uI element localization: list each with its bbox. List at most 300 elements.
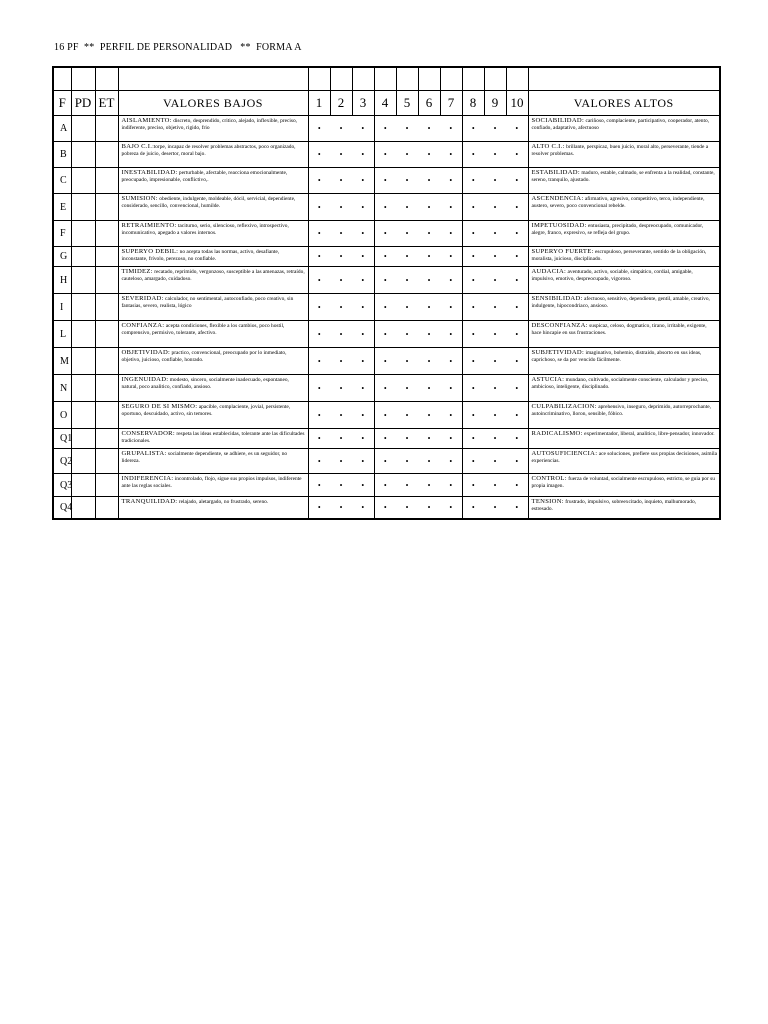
scale-dot-8[interactable]: • — [462, 247, 484, 267]
scale-dot-4[interactable]: • — [374, 449, 396, 474]
scale-dot-7[interactable]: • — [440, 221, 462, 247]
scale-dot-9[interactable]: • — [484, 168, 506, 194]
low-value-description — [118, 267, 308, 294]
scale-dot-7[interactable]: • — [440, 168, 462, 194]
et-cell[interactable] — [95, 321, 118, 348]
high-trait-name: CONTROL: — [531, 475, 567, 482]
scale-dot-6[interactable]: • — [418, 194, 440, 221]
high-value-description — [528, 168, 720, 194]
scale-dot-10[interactable]: • — [506, 449, 528, 474]
scale-dot-5[interactable]: • — [396, 168, 418, 194]
factor-row — [53, 429, 720, 449]
factor-row — [53, 116, 720, 142]
scale-dot-10[interactable]: • — [506, 375, 528, 402]
pd-cell[interactable] — [71, 474, 95, 497]
high-trait-name: SOCIABILIDAD: — [531, 117, 585, 124]
high-trait-name: AUDACIA: — [531, 268, 567, 275]
scale-dot-9[interactable]: • — [484, 267, 506, 294]
scale-dot-7[interactable]: • — [440, 294, 462, 321]
scale-dot-4[interactable]: • — [374, 267, 396, 294]
scale-dot-7[interactable]: • — [440, 348, 462, 375]
scale-dot-4[interactable]: • — [374, 142, 396, 168]
et-cell[interactable] — [95, 247, 118, 267]
scale-dot-10[interactable]: • — [506, 474, 528, 497]
low-trait-text: obediente, indulgente, moldeable, dócil, servicial, dependiente, considerado, sencillo, convencional, humilde. — [121, 196, 296, 209]
high-value-description — [528, 497, 720, 519]
scale-dot-6[interactable]: • — [418, 267, 440, 294]
scale-dot-1[interactable]: • — [308, 142, 330, 168]
factor-row — [53, 247, 720, 267]
factor-label: E — [53, 194, 71, 221]
scale-dot-5[interactable]: • — [396, 321, 418, 348]
scale-dot-2[interactable]: • — [330, 267, 352, 294]
scale-dot-4[interactable]: • — [374, 429, 396, 449]
low-value-description — [118, 402, 308, 429]
scale-dot-6[interactable]: • — [418, 142, 440, 168]
scale-dot-4[interactable]: • — [374, 247, 396, 267]
scale-dot-6[interactable]: • — [418, 116, 440, 142]
scale-dot-5[interactable]: • — [396, 221, 418, 247]
et-cell[interactable] — [95, 116, 118, 142]
scale-dot-6[interactable]: • — [418, 449, 440, 474]
high-trait-text: suspicaz, celoso, dogmatico, tirano, irritable, exigente, hace hincapie en sus frustraciones. — [531, 323, 707, 336]
header-factor: F — [53, 91, 71, 116]
factor-label: L — [53, 321, 71, 348]
low-value-description — [118, 348, 308, 375]
scale-dot-10[interactable]: • — [506, 116, 528, 142]
scale-dot-2[interactable]: • — [330, 194, 352, 221]
scale-dot-4[interactable]: • — [374, 294, 396, 321]
scale-dot-8[interactable]: • — [462, 429, 484, 449]
header-high-values: VALORES ALTOS — [528, 91, 720, 116]
scale-dot-5[interactable]: • — [396, 247, 418, 267]
scale-header-10: 10 — [506, 91, 528, 116]
pd-cell[interactable] — [71, 221, 95, 247]
et-cell[interactable] — [95, 142, 118, 168]
low-trait-text: recatado, reprimido, vergonzoso, susceptible a las amenazas, retraído, cauteloso, amargado, cuidadoso. — [121, 269, 305, 282]
scale-dot-7[interactable]: • — [440, 116, 462, 142]
scale-dot-7[interactable]: • — [440, 321, 462, 348]
scale-dot-9[interactable]: • — [484, 116, 506, 142]
scale-dot-8[interactable]: • — [462, 449, 484, 474]
factor-row — [53, 449, 720, 474]
scale-dot-10[interactable]: • — [506, 267, 528, 294]
scale-dot-9[interactable]: • — [484, 294, 506, 321]
profile-rows — [53, 116, 720, 519]
scale-dot-1[interactable]: • — [308, 429, 330, 449]
scale-dot-1[interactable]: • — [308, 474, 330, 497]
low-trait-name: TIMIDEZ: — [121, 268, 153, 275]
document-title: 16 PF ** PERFIL DE PERSONALIDAD ** FORMA A — [54, 42, 302, 53]
blank-top-row — [53, 67, 720, 91]
scale-dot-5[interactable]: • — [396, 474, 418, 497]
high-trait-text: mundano, cultivado, socialmente consciente, calculador y preciso, ambicioso, inteligente, disciplinado. — [531, 377, 709, 390]
high-trait-name: ALTO C.I.: — [531, 143, 565, 150]
high-trait-text: frustrado, impulsivo, sobreexcitado, inquieto, malhumorado, estresado. — [531, 499, 696, 512]
low-value-description — [118, 247, 308, 267]
scale-dot-1[interactable]: • — [308, 321, 330, 348]
scale-dot-7[interactable]: • — [440, 429, 462, 449]
factor-label: N — [53, 375, 71, 402]
high-trait-text: afectuoso, sensitivo, dependiente, gentil, amable, creativo, indulgente, hipocondriaco, ansioso. — [531, 296, 710, 309]
scale-dot-1[interactable]: • — [308, 348, 330, 375]
scale-dot-10[interactable]: • — [506, 429, 528, 449]
scale-dot-6[interactable]: • — [418, 168, 440, 194]
pd-cell[interactable] — [71, 142, 95, 168]
low-value-description — [118, 168, 308, 194]
low-value-description — [118, 194, 308, 221]
scale-dot-1[interactable]: • — [308, 294, 330, 321]
factor-row — [53, 321, 720, 348]
low-value-description — [118, 375, 308, 402]
scale-dot-8[interactable]: • — [462, 402, 484, 429]
high-value-description — [528, 321, 720, 348]
high-value-description — [528, 348, 720, 375]
scale-dot-2[interactable]: • — [330, 497, 352, 519]
scale-dot-6[interactable]: • — [418, 321, 440, 348]
high-trait-name: DESCONFIANZA: — [531, 322, 588, 329]
scale-dot-8[interactable]: • — [462, 497, 484, 519]
low-trait-name: RETRAIMIENTO: — [121, 222, 177, 229]
high-value-description — [528, 116, 720, 142]
pd-cell[interactable] — [71, 194, 95, 221]
scale-dot-7[interactable]: • — [440, 497, 462, 519]
scale-dot-2[interactable]: • — [330, 116, 352, 142]
low-trait-name: GRUPALISTA: — [121, 450, 167, 457]
scale-dot-7[interactable]: • — [440, 247, 462, 267]
scale-dot-5[interactable]: • — [396, 449, 418, 474]
scale-dot-8[interactable]: • — [462, 221, 484, 247]
factor-label: H — [53, 267, 71, 294]
header-low-values: VALORES BAJOS — [118, 91, 308, 116]
scale-header-6: 6 — [418, 91, 440, 116]
header-row — [53, 91, 720, 116]
low-trait-text: respeta las ideas establecidas, tolerante ante las dificultades tradicionales. — [121, 431, 305, 444]
scale-dot-2[interactable]: • — [330, 449, 352, 474]
scale-dot-3[interactable]: • — [352, 321, 374, 348]
scale-dot-4[interactable]: • — [374, 116, 396, 142]
high-value-description — [528, 429, 720, 449]
scale-dot-3[interactable]: • — [352, 247, 374, 267]
scale-dot-3[interactable]: • — [352, 497, 374, 519]
pd-cell[interactable] — [71, 402, 95, 429]
scale-dot-4[interactable]: • — [374, 321, 396, 348]
scale-header-8: 8 — [462, 91, 484, 116]
low-trait-text: :torpe, incapaz de resolver problemas abstractos, poco organizado, pobreza de juicio, desertor, moral bajo. — [121, 144, 296, 157]
scale-dot-8[interactable]: • — [462, 474, 484, 497]
low-trait-name: CONFIANZA: — [121, 322, 165, 329]
scale-dot-6[interactable]: • — [418, 221, 440, 247]
pd-cell[interactable] — [71, 116, 95, 142]
pd-cell[interactable] — [71, 348, 95, 375]
scale-dot-8[interactable]: • — [462, 267, 484, 294]
scale-dot-5[interactable]: • — [396, 402, 418, 429]
scale-dot-1[interactable]: • — [308, 168, 330, 194]
scale-dot-8[interactable]: • — [462, 142, 484, 168]
pd-cell[interactable] — [71, 497, 95, 519]
factor-label: G — [53, 247, 71, 267]
high-trait-name: ESTABILIDAD: — [531, 169, 580, 176]
factor-row — [53, 348, 720, 375]
pd-cell[interactable] — [71, 267, 95, 294]
factor-row — [53, 474, 720, 497]
et-cell[interactable] — [95, 497, 118, 519]
high-trait-text: aprehensivo, inseguro, deprimido, autorreprochante, autoincriminativo, lloron, sensible, fóbico. — [531, 404, 711, 417]
scale-dot-10[interactable]: • — [506, 247, 528, 267]
scale-dot-6[interactable]: • — [418, 497, 440, 519]
scale-dot-8[interactable]: • — [462, 168, 484, 194]
scale-dot-1[interactable]: • — [308, 116, 330, 142]
scale-dot-6[interactable]: • — [418, 348, 440, 375]
factor-label: F — [53, 221, 71, 247]
low-trait-text: modesto, sincero, socialmente inadecuado, espontaneo, natural, poco analitico, confiado, ansioso. — [121, 377, 289, 390]
scale-dot-10[interactable]: • — [506, 221, 528, 247]
et-cell[interactable] — [95, 194, 118, 221]
scale-dot-5[interactable]: • — [396, 194, 418, 221]
scale-dot-7[interactable]: • — [440, 375, 462, 402]
high-trait-text: maduro, estable, calmado, se enfrenta a la realidad, constante, sereno, tranquilo, ajustado. — [531, 170, 715, 183]
high-trait-name: AUTOSUFICIENCIA: — [531, 450, 598, 457]
scale-dot-8[interactable]: • — [462, 348, 484, 375]
factor-row — [53, 194, 720, 221]
et-cell[interactable] — [95, 402, 118, 429]
low-trait-text: relajado, aletargado, no frustrado, sereno. — [177, 499, 269, 505]
pd-cell[interactable] — [71, 449, 95, 474]
scale-dot-6[interactable]: • — [418, 247, 440, 267]
scale-dot-5[interactable]: • — [396, 375, 418, 402]
scale-dot-6[interactable]: • — [418, 294, 440, 321]
scale-dot-2[interactable]: • — [330, 321, 352, 348]
scale-dot-7[interactable]: • — [440, 402, 462, 429]
low-trait-name: INESTABILIDAD: — [121, 169, 178, 176]
pd-cell[interactable] — [71, 168, 95, 194]
scale-dot-10[interactable]: • — [506, 194, 528, 221]
scale-dot-3[interactable]: • — [352, 194, 374, 221]
scale-dot-9[interactable]: • — [484, 402, 506, 429]
et-cell[interactable] — [95, 449, 118, 474]
high-trait-name: TENSION: — [531, 498, 564, 505]
scale-dot-8[interactable]: • — [462, 321, 484, 348]
scale-dot-7[interactable]: • — [440, 267, 462, 294]
factor-row — [53, 142, 720, 168]
scale-dot-10[interactable]: • — [506, 142, 528, 168]
scale-dot-7[interactable]: • — [440, 474, 462, 497]
high-trait-name: RADICALISMO: — [531, 430, 583, 437]
scale-dot-6[interactable]: • — [418, 474, 440, 497]
scale-dot-9[interactable]: • — [484, 429, 506, 449]
scale-header-9: 9 — [484, 91, 506, 116]
et-cell[interactable] — [95, 168, 118, 194]
scale-dot-3[interactable]: • — [352, 474, 374, 497]
scale-dot-1[interactable]: • — [308, 267, 330, 294]
scale-dot-1[interactable]: • — [308, 497, 330, 519]
scale-dot-2[interactable]: • — [330, 429, 352, 449]
scale-dot-3[interactable]: • — [352, 402, 374, 429]
et-cell[interactable] — [95, 474, 118, 497]
scale-dot-3[interactable]: • — [352, 294, 374, 321]
scale-dot-5[interactable]: • — [396, 142, 418, 168]
scale-dot-7[interactable]: • — [440, 142, 462, 168]
pd-cell[interactable] — [71, 294, 95, 321]
scale-dot-1[interactable]: • — [308, 194, 330, 221]
high-trait-name: IMPETUOSIDAD: — [531, 222, 587, 229]
low-value-description — [118, 474, 308, 497]
pd-cell[interactable] — [71, 247, 95, 267]
scale-dot-3[interactable]: • — [352, 375, 374, 402]
high-trait-text: escrupuloso, perseverante, sentido de la obligación, moralista, juicioso, disciplinado. — [531, 249, 707, 262]
scale-dot-3[interactable]: • — [352, 116, 374, 142]
low-value-description — [118, 321, 308, 348]
scale-dot-5[interactable]: • — [396, 429, 418, 449]
scale-dot-10[interactable]: • — [506, 497, 528, 519]
scale-dot-5[interactable]: • — [396, 294, 418, 321]
low-trait-name: INDIFERENCIA: — [121, 475, 174, 482]
scale-dot-3[interactable]: • — [352, 429, 374, 449]
et-cell[interactable] — [95, 348, 118, 375]
high-trait-text: cariñoso, complaciente, participativo, cooperador, atento, confiado, adaptativo, afectuoso — [531, 118, 710, 131]
scale-dot-3[interactable]: • — [352, 348, 374, 375]
scale-dot-10[interactable]: • — [506, 348, 528, 375]
scale-dot-9[interactable]: • — [484, 497, 506, 519]
scale-dot-6[interactable]: • — [418, 429, 440, 449]
scale-dot-1[interactable]: • — [308, 221, 330, 247]
scale-dot-4[interactable]: • — [374, 402, 396, 429]
high-trait-text: brillante, perspicaz, buen juicio, moral alto, perseverante, tiende a resolver problemas. — [531, 144, 709, 157]
high-trait-name: SUPERYO FUERTE: — [531, 248, 594, 255]
high-value-description — [528, 375, 720, 402]
scale-dot-4[interactable]: • — [374, 375, 396, 402]
scale-dot-9[interactable]: • — [484, 221, 506, 247]
low-value-description — [118, 116, 308, 142]
scale-dot-9[interactable]: • — [484, 142, 506, 168]
factor-label: Q2 — [53, 449, 71, 474]
scale-dot-4[interactable]: • — [374, 194, 396, 221]
scale-dot-5[interactable]: • — [396, 348, 418, 375]
et-cell[interactable] — [95, 267, 118, 294]
factor-label: C — [53, 168, 71, 194]
scale-dot-5[interactable]: • — [396, 267, 418, 294]
scale-dot-8[interactable]: • — [462, 194, 484, 221]
scale-dot-5[interactable]: • — [396, 116, 418, 142]
pd-cell[interactable] — [71, 321, 95, 348]
scale-dot-9[interactable]: • — [484, 474, 506, 497]
low-value-description — [118, 142, 308, 168]
high-value-description — [528, 247, 720, 267]
scale-dot-2[interactable]: • — [330, 294, 352, 321]
scale-dot-9[interactable]: • — [484, 194, 506, 221]
scale-dot-2[interactable]: • — [330, 402, 352, 429]
high-trait-text: afirmativo, agresivo, competitivo, terco, independiente, austero, severo, poco convencional rebelde. — [531, 196, 705, 209]
scale-dot-3[interactable]: • — [352, 267, 374, 294]
scale-dot-2[interactable]: • — [330, 142, 352, 168]
factor-row — [53, 497, 720, 519]
scale-dot-2[interactable]: • — [330, 168, 352, 194]
high-value-description — [528, 294, 720, 321]
scale-dot-7[interactable]: • — [440, 449, 462, 474]
scale-dot-10[interactable]: • — [506, 168, 528, 194]
scale-dot-6[interactable]: • — [418, 402, 440, 429]
personality-profile-table — [52, 66, 721, 520]
factor-label: I — [53, 294, 71, 321]
scale-header-7: 7 — [440, 91, 462, 116]
factor-row — [53, 267, 720, 294]
et-cell[interactable] — [95, 294, 118, 321]
low-value-description — [118, 497, 308, 519]
factor-label: Q1 — [53, 429, 71, 449]
scale-dot-1[interactable]: • — [308, 449, 330, 474]
high-trait-text: experimentador, liberal, analitico, libre-pensador, innovador. — [582, 431, 715, 437]
factor-label: Q3 — [53, 474, 71, 497]
low-trait-text: discreto, desprendido, critico, alejado, inflexible, preciso, indiferente, preciso, objetivo, rigido, frio — [121, 118, 298, 131]
factor-label: B — [53, 142, 71, 168]
pd-cell[interactable] — [71, 429, 95, 449]
scale-dot-9[interactable]: • — [484, 247, 506, 267]
low-trait-name: CONSERVADOR: — [121, 430, 176, 437]
scale-dot-1[interactable]: • — [308, 247, 330, 267]
factor-row — [53, 375, 720, 402]
scale-dot-3[interactable]: • — [352, 449, 374, 474]
scale-dot-2[interactable]: • — [330, 474, 352, 497]
scale-header-2: 2 — [330, 91, 352, 116]
scale-dot-5[interactable]: • — [396, 497, 418, 519]
scale-header-4: 4 — [374, 91, 396, 116]
low-trait-name: SEGURO DE SI MISMO: — [121, 403, 198, 410]
scale-dot-6[interactable]: • — [418, 375, 440, 402]
et-cell[interactable] — [95, 221, 118, 247]
scale-dot-10[interactable]: • — [506, 321, 528, 348]
high-value-description — [528, 402, 720, 429]
low-value-description — [118, 449, 308, 474]
high-trait-text: ace soluciones, prefiere sus propias decisiones, asimila experiencias. — [531, 451, 717, 464]
et-cell[interactable] — [95, 429, 118, 449]
scale-dot-10[interactable]: • — [506, 402, 528, 429]
high-value-description — [528, 449, 720, 474]
scale-dot-4[interactable]: • — [374, 221, 396, 247]
et-cell[interactable] — [95, 375, 118, 402]
scale-dot-7[interactable]: • — [440, 194, 462, 221]
scale-dot-2[interactable]: • — [330, 247, 352, 267]
scale-dot-1[interactable]: • — [308, 402, 330, 429]
scale-dot-8[interactable]: • — [462, 375, 484, 402]
scale-dot-9[interactable]: • — [484, 348, 506, 375]
scale-dot-9[interactable]: • — [484, 449, 506, 474]
scale-dot-2[interactable]: • — [330, 221, 352, 247]
scale-dot-9[interactable]: • — [484, 321, 506, 348]
scale-dot-4[interactable]: • — [374, 168, 396, 194]
scale-dot-3[interactable]: • — [352, 142, 374, 168]
scale-dot-3[interactable]: • — [352, 168, 374, 194]
scale-header-1: 1 — [308, 91, 330, 116]
scale-dot-8[interactable]: • — [462, 294, 484, 321]
low-trait-name: SUMISION: — [121, 195, 158, 202]
scale-dot-9[interactable]: • — [484, 375, 506, 402]
scale-dot-4[interactable]: • — [374, 474, 396, 497]
low-trait-text: calculador, no sentimental, autoconfiado, poco creativo, sin fantasias, severo, realista, lógico — [121, 296, 294, 309]
pd-cell[interactable] — [71, 375, 95, 402]
scale-dot-3[interactable]: • — [352, 221, 374, 247]
scale-dot-1[interactable]: • — [308, 375, 330, 402]
factor-label: A — [53, 116, 71, 142]
scale-dot-4[interactable]: • — [374, 348, 396, 375]
scale-dot-10[interactable]: • — [506, 294, 528, 321]
factor-label: M — [53, 348, 71, 375]
scale-dot-4[interactable]: • — [374, 497, 396, 519]
low-trait-text: acepta condiciones, flexible a los cambios, poco hostil, comprensivo, permisivo, tolerante, afectivo. — [121, 323, 285, 336]
scale-dot-2[interactable]: • — [330, 375, 352, 402]
scale-dot-2[interactable]: • — [330, 348, 352, 375]
high-trait-text: fuerza de voluntad, socialmente escrupuloso, estricto, se guia por su propia imagen. — [531, 476, 715, 489]
scale-dot-8[interactable]: • — [462, 116, 484, 142]
